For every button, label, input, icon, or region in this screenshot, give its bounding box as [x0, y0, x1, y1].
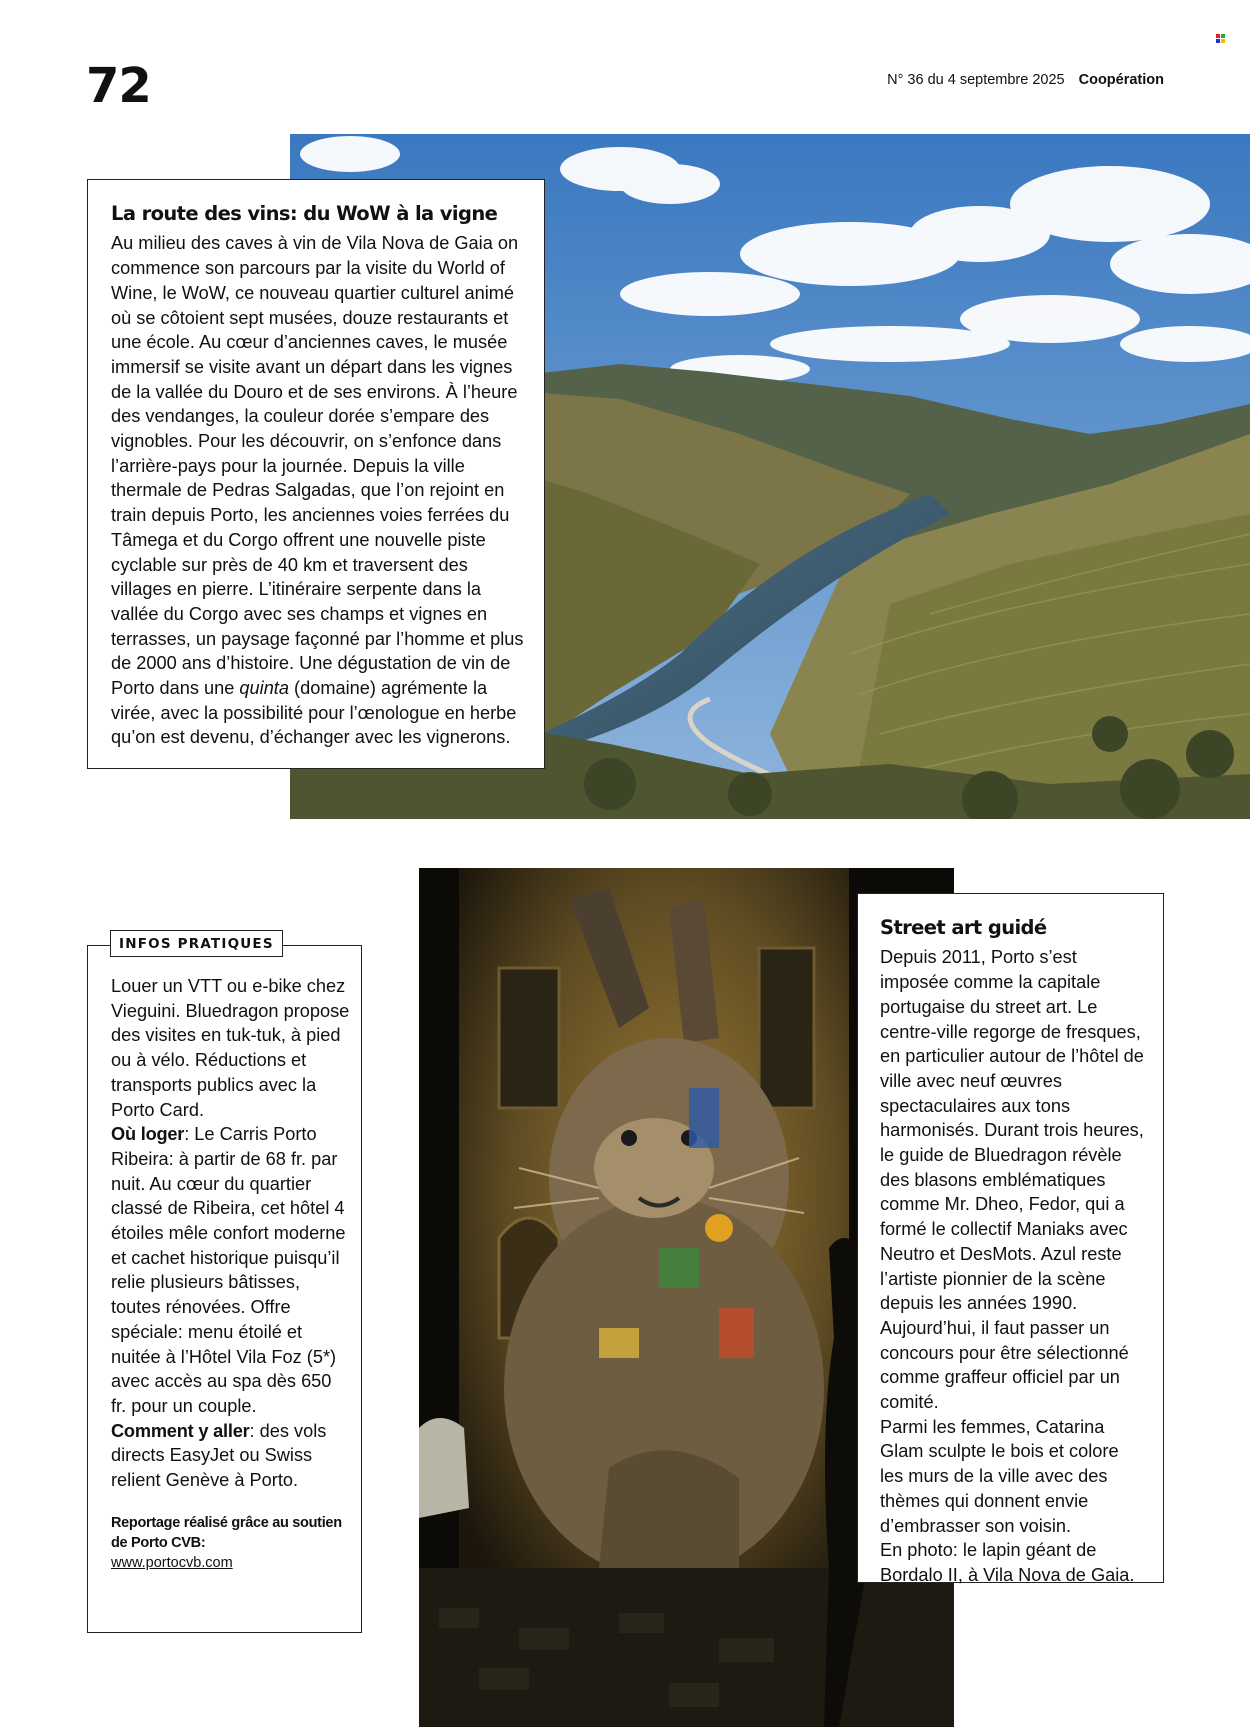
issue-date: N° 36 du 4 septembre 2025	[887, 72, 1065, 88]
accommodation-label: Où loger	[111, 1124, 185, 1145]
wine-route-title: La route des vins: du WoW à la vigne	[111, 202, 498, 225]
wine-route-body	[111, 231, 524, 750]
wine-route-text-2: (domaine) agrémente la virée, avec la possibilité pour l’œnologue en herbe qu’on est devenu, d’échanger avec les vignerons.	[111, 678, 517, 748]
wine-route-italic-word: quinta	[239, 678, 289, 699]
wine-route-text-1: Au milieu des caves à vin de Vila Nova de Gaia on commence son parcours par la visite du World of Wine, le WoW, ce nouveau quartier culturel animé où se côtoient sept musées, douze restaurants et une école. Au cœur d’anciennes caves, le musée immersif se visite avant un départ dans les vignes de la vallée du Douro et de ses environs. À l’heure des vendanges, la couleur dorée s’empare des vignobles. Pour les découvrir, on s’enfonce dans l’arrière-pays pour la journée. Depuis la ville thermale de Pedras Salgadas, que l’on rejoint en train depuis Porto, les anciennes voies ferrées du Tâmega et du Corgo offrent une nouvelle piste cyclable sur près de 40 km et traversent des villages en pierre. L’itinéraire serpente dans la vallée du Corgo avec ses champs et vignes en terrasses, un paysage façonné par l’homme et plus de 2000 ans d’histoire. Une dégustation de vin de Porto dans une	[111, 233, 524, 699]
practical-info-intro: Louer un VTT ou e-bike chez Vieguini. Bluedragon propose des visites en tuk-tuk, à pied ou à vélo. Réductions et transports publics avec la Porto Card.	[111, 976, 350, 1120]
report-credit	[111, 1513, 351, 1573]
travel-label: Comment y aller	[111, 1420, 250, 1441]
wine-route-box	[87, 179, 545, 769]
street-art-box	[857, 893, 1164, 1583]
accommodation-paragraph	[111, 1122, 351, 1418]
photo-caption: En photo: le lapin géant de Bordalo II, à Vila Nova de Gaia.	[880, 1540, 1135, 1585]
street-art-body: Depuis 2011, Porto s’est imposée comme la capitale portugaise du street art. Le centre-ville regorge de fresques, en particulier autour de l’hôtel de ville avec neuf œuvres spectaculaires aux tons harmonisés. Durant trois heures, le guide de Bluedragon révèle des blasons emblématiques comme Mr. Dheo, Fedor, qui a formé le collectif Maniaks avec Neutro et DesMots. Azul reste l’artiste pionnier de la scène depuis les années 1990. Aujourd’hui, il faut passer un concours pour être sélectionné comme graffeur officiel par un comité.	[880, 947, 1144, 1413]
practical-info-box	[87, 945, 362, 1633]
publication-name: Coopération	[1078, 72, 1164, 88]
travel-text: : des vols directs EasyJet ou Swiss relient Genève à Porto.	[111, 1420, 327, 1491]
portocvb-link[interactable]: www.portocvb.com	[111, 1554, 233, 1571]
street-art-title: Street art guidé	[880, 916, 1047, 939]
credit-text: Reportage réalisé grâce au soutien de Porto CVB:	[111, 1514, 342, 1551]
issue-header	[887, 72, 1164, 88]
street-art-body-2: Parmi les femmes, Catarina Glam sculpte le bois et colore les murs de la ville avec des thèmes qui donnent envie d’embrasser son voisin.	[880, 1416, 1119, 1536]
travel-paragraph	[111, 1419, 351, 1493]
color-registration-mark	[1216, 34, 1225, 43]
accommodation-text: : Le Carris Porto Ribeira: à partir de 68 fr. par nuit. Au cœur du quartier classé de Ribeira, cet hôtel 4 étoiles mêle confort moderne et cachet historique puisqu’il relie plusieurs bâtisses, toutes rénovées. Offre spéciale: menu étoilé et nuitée à l’Hôtel Vila Foz (5*) avec accès au spa dès 650 fr. pour un couple.	[111, 1124, 346, 1416]
page-number: 72	[86, 58, 151, 114]
practical-info-label: INFOS PRATIQUES	[110, 930, 283, 957]
